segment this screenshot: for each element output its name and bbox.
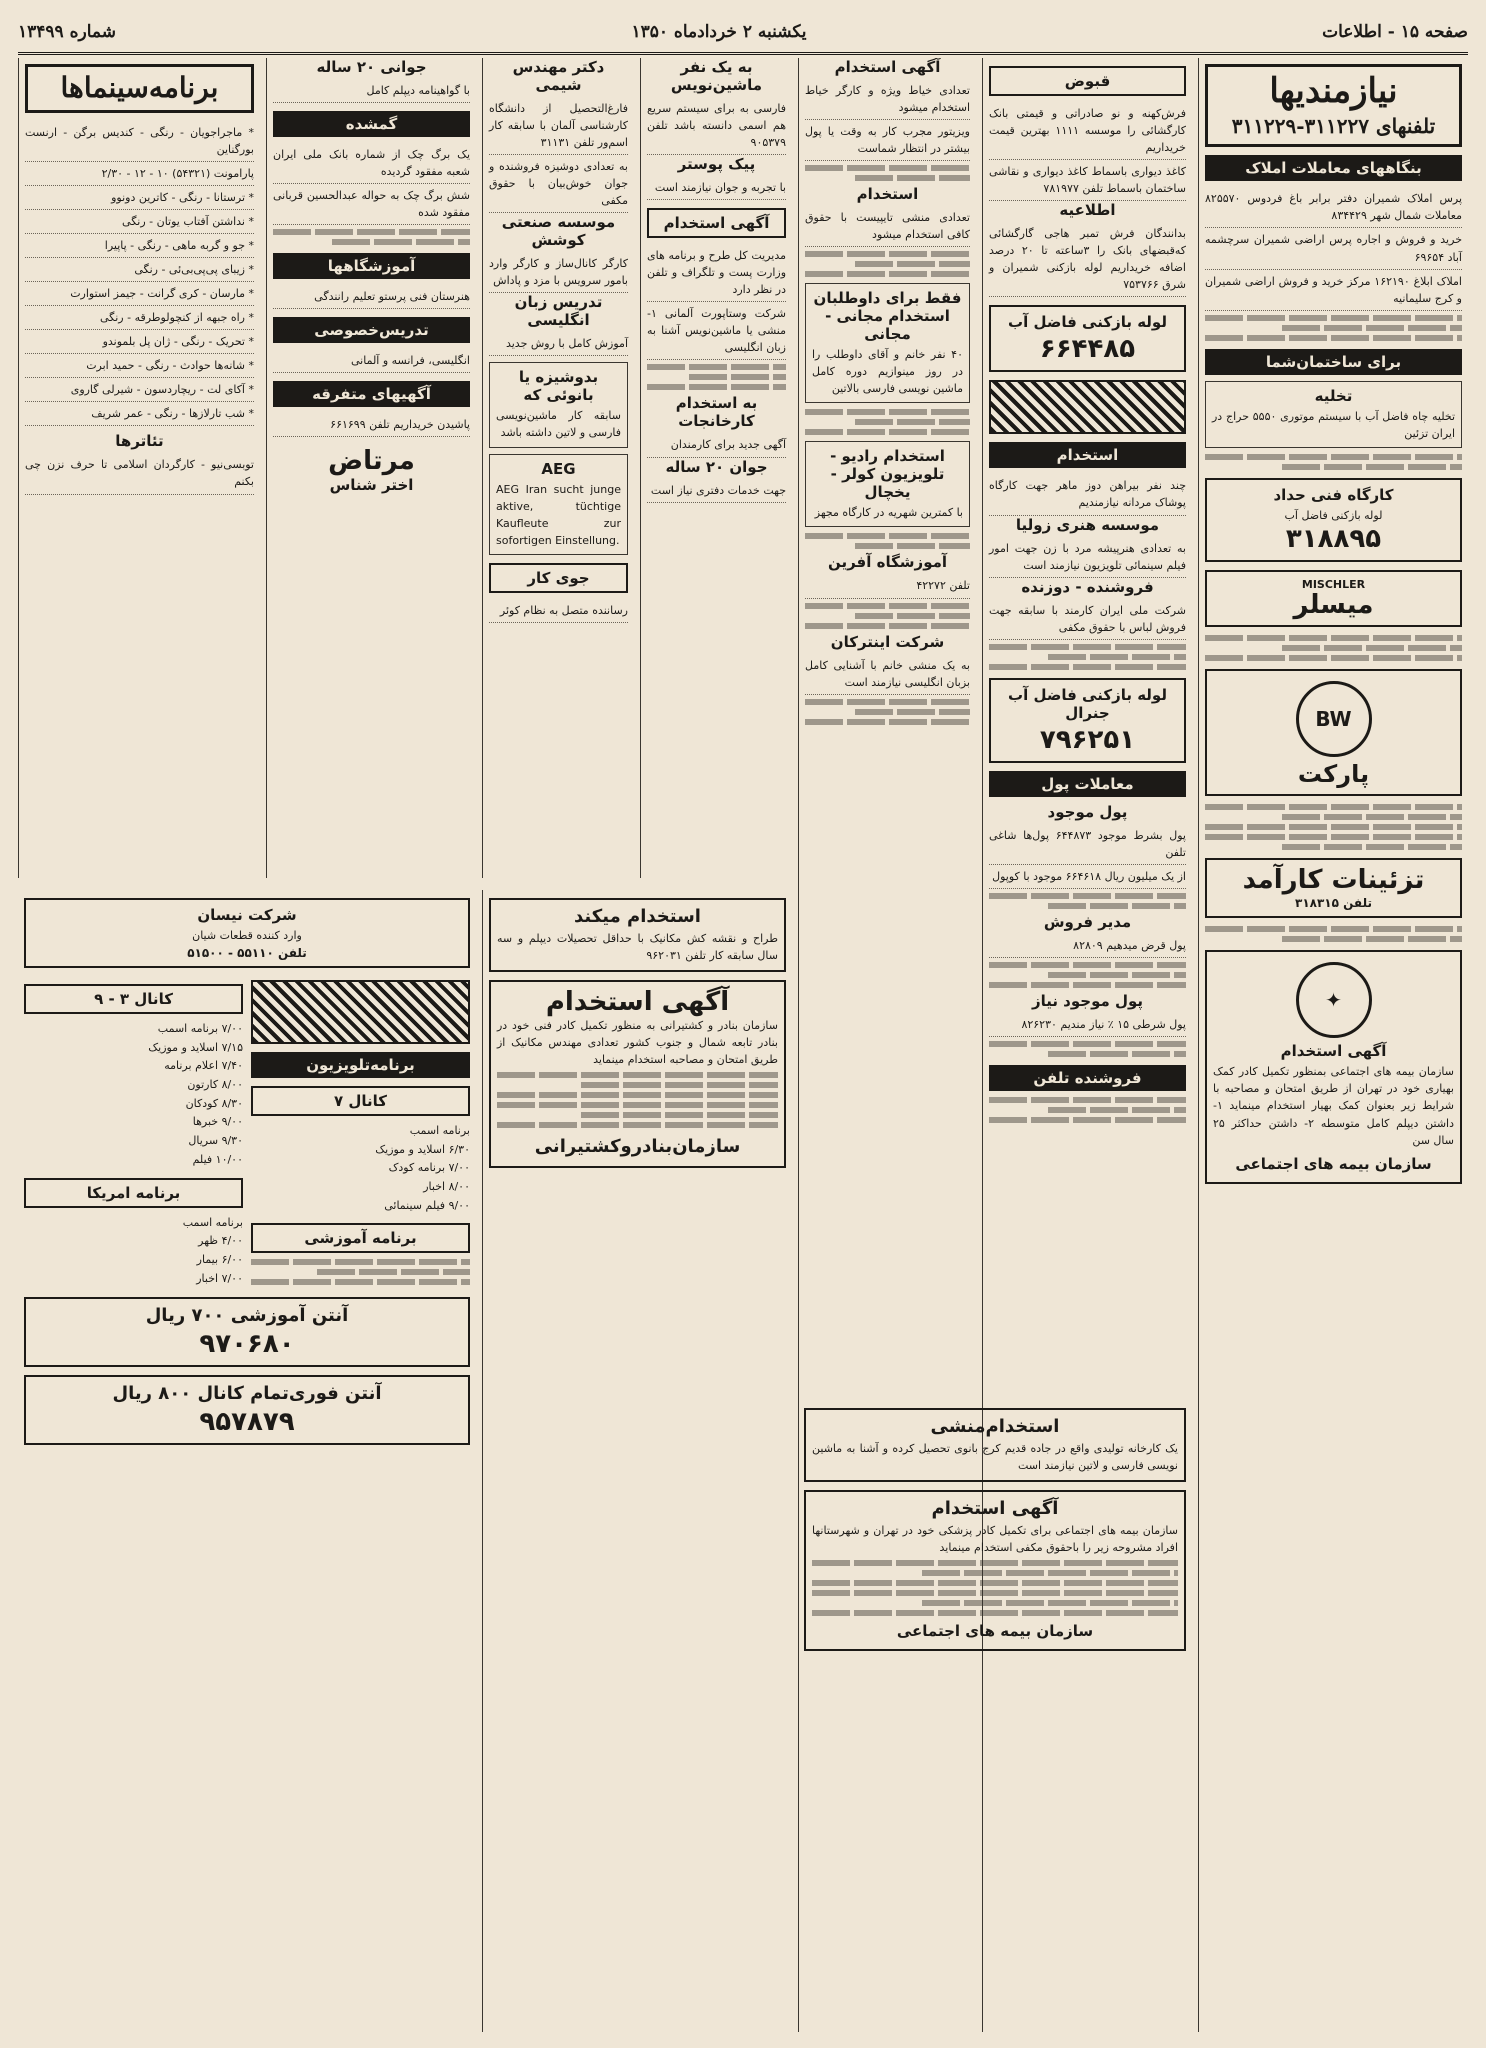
- antenna-ad-2: آنتن فوری‌تمام کانال ۸۰۰ ریال ۹۵۷۸۷۹: [24, 1375, 470, 1445]
- pipe-ad: لوله بازکنی فاضل آب ۶۶۴۴۸۵: [989, 305, 1186, 372]
- masthead: [18, 12, 1468, 55]
- column-6: جوانی ۲۰ ساله با گواهینامه دیپلم کامل گمشده یک برگ چک از شماره بانک ملی ایران شعبه مفقود گردیده شش برگ چک به حواله عبدالحسین قربانی مفقود شده آموزشگاهها هنرستان فنی پرستو تعلیم رانندگی تدریس‌خصوصی انگلیسی، فرانسه و آلمانی آگهیهای متفرقه پاشیدن خریداریم تلفن ۶۶۱۶۹۹ مرتاض اختر شناس: [266, 58, 476, 878]
- needs-column: [1198, 58, 1468, 2032]
- needs-title-box: [1205, 64, 1462, 147]
- insurance-logo-icon: ✦: [1296, 962, 1372, 1038]
- page-number: صفحه ۱۵ - اطلاعات: [1322, 22, 1468, 42]
- cinema-column: برنامه‌سینماها * ماجراجویان - رنگی - کندیس برگن - ارنست بورگناین پارامونت (۵۴۳۲۱) ۱۰ - ۱۲ - ۲/۳۰ * ترستانا - رنگی - کاترین دونوو * نداشتن آفتاب یوتان - رنگی * جو و گربه ماهی - رنگی - پاپیرا * زیبای پی‌پی‌بی‌ئی - رنگی * مارسان - کری گرانت - جیمز استوارت * راه جبهه از کنچولوطرقه - رنگی * تحریک - رنگی - ژان پل بلموندو * شانه‌ها حوادث - رنگی - حمید ابرت * آکای لت - ریچاردسون - شیرلی گاروی * شب تارلازها - رنگی - عمر شریف تئاترها توبسی‌نیو - کارگردان اسلامی تا حرف نزن چی بکنم: [18, 58, 260, 878]
- bw-parquet-ad: BW پارکت: [1205, 669, 1462, 795]
- column-5: دکتر مهندس شیمی فارغ‌التحصیل از دانشگاه کارشناسی آلمان با سابقه کار اسم‌ور تلفن ۳۱۱۳۱ به تعدادی دوشیزه فروشنده و جوان خوش‌بیان با حقوق مکفی موسسه صنعتی کوشش کارگر کانال‌ساز و کارگر وارد بامور سرویس با مزد و پاداش تدریس زبان انگلیسی آموزش کامل با روش جدید بدوشیزه یا بانوئی که سابقه کار ماشین‌نویسی فارسی و لاتین داشته باشد AEG AEG Iran sucht junge aktive, tüchtige Kaufleute zur sofortigen Einstellung. جوی کار رساننده متصل به نظام کوئر: [482, 58, 634, 878]
- issue-number: شماره ۱۳۴۹۹: [18, 22, 116, 42]
- needs-title: نیازمندیها: [1269, 71, 1398, 111]
- tv-ornament-icon: [251, 980, 470, 1044]
- evacuation-ad: تخلیه تخلیه چاه فاضل آب با سیستم موتوری ۵۵۵۰ حراج در ایران تزئین: [1205, 381, 1462, 448]
- bw-logo-icon: BW: [1296, 681, 1372, 757]
- listing-entry: املاک ابلاغ ۱۶۲۱۹۰ مرکز خرید و فروش اراضی شمیران و کرج سلیمانیه: [1205, 270, 1462, 311]
- buildings-banner: برای ساختمان‌شما: [1205, 349, 1462, 375]
- antenna-ad-1: آنتن آموزشی ۷۰۰ ریال ۹۷۰۶۸۰: [24, 1297, 470, 1367]
- real-estate-banner: بنگاههای معاملات املاک: [1205, 155, 1462, 181]
- social-insurance-ad: ✦ آگهی استخدام سازمان بیمه های اجتماعی بمنظور تکمیل کادر کمک بهیاری خود در تهران از طریق امتحان و مصاحبه با شرایط زیر بعنوان کمک بهیار استخدام مینماید ۱- داشتن دیپلم کامل متوسطه ۲- داشتن حداکثر ۲۵ سال سن سازمان بیمه های اجتماعی: [1205, 950, 1462, 1183]
- workshop-ad: کارگاه فنی حداد لوله بازکنی فاضل آب ۳۱۸۸۹۵: [1205, 478, 1462, 562]
- column-3: آگهی استخدام تعدادی خیاط ویژه و کارگر خیاط استخدام میشود ویزیتور مجرب کار به وقت یا پول بیشتر در انتظار شماست استخدام تعدادی منشی تایپیست با حقوق کافی استخدام میشود فقط برای داوطلبان استخدام مجانی - مجانی ۴۰ نفر خانم و آقای داوطلب را در روز مینوازیم دوره کامل ماشین نویسی فارسی بالاتین استخدام رادیو - تلویزیون کولر - یخچال با کمترین شهریه در کارگاه مجهز آموزشگاه آفرین تلفن ۴۲۲۷۲ شرکت اینترکان به یک منشی خانم با آشنایی کامل بزبان انگلیسی نیازمند است: [798, 58, 976, 2032]
- needs-phones: تلفنهای ۳۱۱۲۲۷-۳۱۱۲۲۹: [1231, 114, 1436, 139]
- tv-column: شرکت نیسان وارد کننده قطعات شیان تلفن ۵۵۱۱۰ - ۵۱۵۰۰ برنامه‌تلویزیون کانال ۷ برنامه اسمب ۶/۳۰ اسلاید و موزیک ۷/۰۰ برنامه کودک ۸/۰۰ اخبار ۹/۰۰ فیلم سینمائی برنامه آموزشی کانال ۳ - ۹ ۷/۰۰ برنامه اسمب ۷/۱۵ اسلاید و موزیک ۷/۴۰ اعلام برنامه ۸/۰۰ کارتون ۸/۳۰ کودکان ۹/۰۰ خبرها ۹/۳۰ سریال ۱۰/۰۰ فیلم برنامه امریکا برنامه اسمب ۴/۰۰ ظهر ۶/۰۰ بیمار ۷/۰۰ اخبار آنتن آموزشی ۷۰۰ ریال ۹۷۰۶۸۰ آنتن فوری‌تمام کانال ۸۰۰ ریال ۹۵۷۸۷۹: [18, 890, 476, 2032]
- center-ads-column: استخدام میکند طراح و نقشه کش مکانیک با حداقل تحصیلات دیپلم و سه سال سابقه کار تلفن ۹۶۲۰۳۱ آگهی استخدام سازمان بنادر و کشتیرانی به منظور تکمیل کادر فنی خود در بنادر تابعه شمال و جنوب کشور تعدادی مهندس مکانیک از طریق امتحان و مصاحبه استخدام مینماید سازمان‌بنادرو‌کشتیرانی: [482, 890, 792, 2032]
- column-2: قبوض فرش‌کهنه و نو صادراتی و قیمتی بانک کارگشائی را موسسه ۱۱۱۱ بهترین قیمت خریداریم کاغذ دیواری باسماط کاغذ دیواری و نقاشی ساختمان باسماط تلفن ۷۸۱۹۷۷ اطلاعیه بدانندگان فرش تمبر هاجی گارگشائی که‌قبضهای بانک را ۳ساعته تا ۲۰ درصد اضافه خریداریم لوله بازکنی شمیران و شرق ۷۵۳۷۶۶ لوله بازکنی فاضل آب ۶۶۴۴۸۵ استخدام چند نفر بیراهن دوز ماهر جهت کارگاه پوشاک مردانه نیازمندیم موسسه هنری زولیا به تعدادی هنرپیشه مرد با زن جهت امور فیلم سینمائی تلویزیون نیازمند است فروشنده - دوزنده شرکت ملی ایران کارمند با سابقه جهت فروش لباس با حقوق مکفی لوله بازکنی فاضل آب جنرال ۷۹۶۲۵۱ معاملات پول پول موجود پول بشرط موجود ۶۴۴۸۷۳ پول‌ها شاغی تلفن از یک میلیون ریال ۶۶۴۶۱۸ موجود با کوپول مدیر فروش پول قرض میدهیم ۸۲۸۰۹ پول موجود نیاز پول شرطی ۱۵ ٪ نیاز مندیم ۸۲۶۲۳۰ فروشنده تلفن: [982, 58, 1192, 2032]
- decor-ad: تزئینات کارآمد تلفن ۳۱۸۳۱۵: [1205, 858, 1462, 919]
- issue-date: یکشنبه ۲ خردادماه ۱۳۵۰: [631, 22, 807, 42]
- listing-entry: خرید و فروش و اجاره پرس اراضی شمیران سرچشمه آباد ۶۹۶۵۴: [1205, 228, 1462, 269]
- bottom-ads-column: استخدام‌منشی یک کارخانه تولیدی واقع در جاده قدیم کرج بانوی تحصیل کرده و آشنا به ماشین نویسی فارسی و لاتین نیازمند است آگهی استخدام سازمان بیمه های اجتماعی برای تکمیل کادر پزشکی خود در تهران و شهرستانها افراد مشروحه زیر را باحقوق مکفی استخدام مینماید سازمان بیمه های اجتماعی: [798, 1400, 1192, 2032]
- column-4: به یک نفر ماشین‌نویس فارسی به برای سیستم سریع هم اسمی دانسته باشد تلفن ۹۰۵۳۷۹ پیک پوستر با تجربه و جوان نیازمند است آگهی استخدام مدیریت کل طرح و برنامه های وزارت پست و تلگراف و تلفن در نظر دارد شرکت وستاپورت آلمانی ۱- منشی یا ماشین‌نویس آشنا به زبان انگلیسی به استخدام کارخانجات آگهی جدید برای کارمندان جوان ۲۰ ساله جهت خدمات دفتری نیاز است: [640, 58, 792, 878]
- general-pipe-ad: لوله بازکنی فاضل آب جنرال ۷۹۶۲۵۱: [989, 678, 1186, 763]
- cinema-title: برنامه‌سینماها: [60, 71, 219, 104]
- mischler-ad: MISCHLER میسلر: [1205, 570, 1462, 628]
- nissan-ad: شرکت نیسان وارد کننده قطعات شیان تلفن ۵۵۱۱۰ - ۵۱۵۰۰: [24, 898, 470, 968]
- listing-entry: پرس املاک شمیران دفتر برابر باغ فردوس ۸۲۵۵۷۰ معاملات شمال شهر ۸۳۴۴۲۹: [1205, 187, 1462, 228]
